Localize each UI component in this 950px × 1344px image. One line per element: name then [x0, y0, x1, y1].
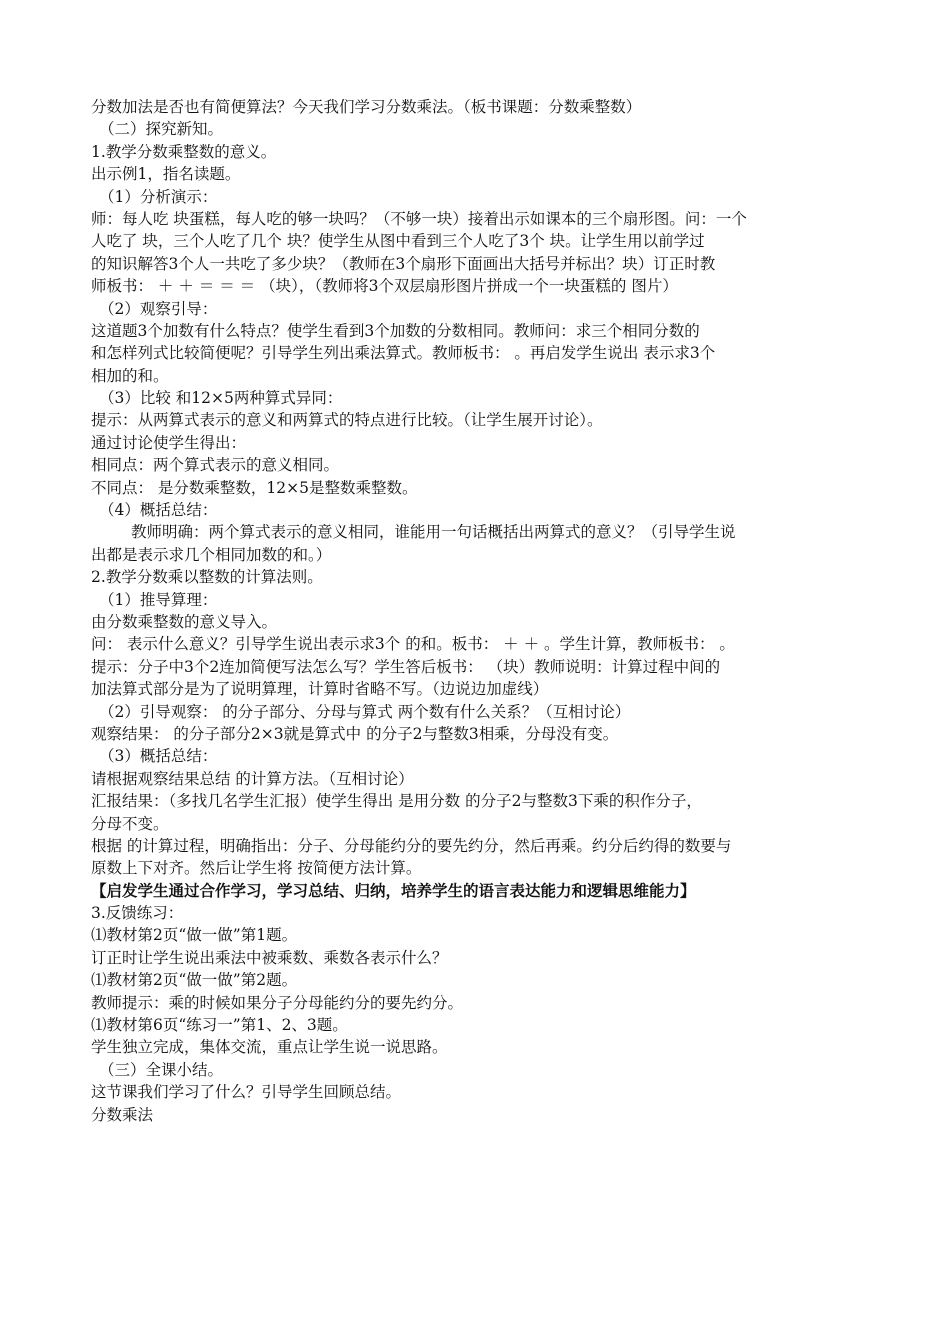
text-line: 师：每人吃 块蛋糕，每人吃的够一块吗？（不够一块）接着出示如课本的三个扇形图。问：一个	[91, 209, 747, 228]
text-line: 出示例1，指名读题。	[91, 165, 241, 184]
text-line: 由分数乘整数的意义导入。	[91, 612, 278, 631]
sub-heading: （1）推导算理：	[99, 590, 218, 609]
text-line: 加法算式部分是为了说明算理，计算时省略不写。（边说边加虚线）	[91, 680, 549, 699]
text-line: 提示：从两算式表示的意义和两算式的特点进行比较。（让学生展开讨论）。	[91, 411, 603, 430]
section-heading: （三）全课小结。	[99, 1060, 224, 1079]
section-heading: （二）探究新知。	[99, 120, 224, 139]
text-line: 不同点： 是分数乘整数，12×5是整数乘整数。	[91, 478, 418, 497]
text-line: 教师提示：乘的时候如果分子分母能约分的要先约分。	[91, 993, 464, 1012]
text-line: 相加的和。	[91, 366, 169, 385]
text-line: 学生独立完成，集体交流，重点让学生说一说思路。	[91, 1038, 448, 1057]
text-line: 问： 表示什么意义？引导学生说出表示求3个 的和。板书： ＋ ＋ 。学生计算，教师板书： 。	[91, 635, 735, 654]
text-line: 观察结果： 的分子部分2×3就是算式中 的分子2与整数3相乘，分母没有变。	[91, 724, 619, 743]
text-line: 分母不变。	[91, 814, 169, 833]
exercise-item: ⑴教材第6页“练习一”第1、2、3题。	[91, 1016, 348, 1035]
text-line: 订正时让学生说出乘法中被乘数、乘数各表示什么？	[91, 948, 448, 967]
text-line: 的知识解答3个人一共吃了多少块？（教师在3个扇形下面画出大括号并标出？块）订正时教	[91, 254, 716, 273]
text-line: 师板书： ＋ ＋ ＝ ＝ ＝ （块），（教师将3个双层扇形图片拼成一个一块蛋糕的 图片）	[91, 277, 678, 296]
numbered-heading: 3.反馈练习：	[91, 904, 184, 923]
numbered-heading: 2.教学分数乘以整数的计算法则。	[91, 568, 323, 587]
sub-heading: （3）比较 和12×5两种算式异同：	[99, 389, 343, 408]
exercise-item: ⑴教材第2页“做一做”第1题。	[91, 926, 298, 945]
text-line: 请根据观察结果总结 的计算方法。（互相讨论）	[91, 769, 414, 788]
text-line: 分数乘法	[91, 1105, 154, 1124]
numbered-heading: 1.教学分数乘整数的意义。	[91, 142, 277, 161]
text-line: 这道题3个加数有什么特点？使学生看到3个加数的分数相同。教师问：求三个相同分数的	[91, 321, 700, 340]
text-line: 通过讨论使学生得出：	[91, 433, 247, 452]
text-line: 人吃了 块，三个人吃了几个 块？使学生从图中看到三个人吃了3个 块。让学生用以前学过	[91, 232, 705, 251]
text-line: 分数加法是否也有简便算法？今天我们学习分数乘法。（板书课题：分数乘整数）	[91, 98, 642, 116]
sub-heading: （3）概括总结：	[99, 747, 218, 766]
text-line: 提示：分子中3个2连加简便写法怎么写？学生答后板书： （块）教师说明：计算过程中间的	[91, 657, 721, 676]
text-line: 原数上下对齐。然后让学生将 按简便方法计算。	[91, 859, 422, 878]
text-line: 出都是表示求几个相同加数的和。）	[91, 545, 332, 564]
sub-heading: （2）观察引导：	[99, 299, 218, 318]
text-line: 汇报结果：（多找几名学生汇报）使学生得出 是用分数 的分子2与整数3下乘的积作分子，	[91, 792, 702, 811]
highlight-note: 【启发学生通过合作学习，学习总结、归纳，培养学生的语言表达能力和逻辑思维能力】	[91, 880, 696, 900]
text-line: 这节课我们学习了什么？引导学生回顾总结。	[91, 1083, 402, 1102]
document-page	[91, 96, 863, 1126]
sub-heading: （4）概括总结：	[99, 501, 218, 520]
text-line: 和怎样列式比较简便呢？引导学生列出乘法算式。教师板书： 。再启发学生说出 表示求3个	[91, 344, 716, 363]
text-line: 教师明确：两个算式表示的意义相同，谁能用一句话概括出两算式的意义？（引导学生说	[131, 523, 736, 542]
text-line: 相同点：两个算式表示的意义相同。	[91, 456, 340, 475]
text-line: 根据 的计算过程，明确指出：分子、分母能约分的要先约分，然后再乘。约分后约得的数要与	[91, 836, 732, 855]
sub-heading: （2）引导观察： 的分子部分、分母与算式 两个数有什么关系？（互相讨论）	[99, 702, 631, 721]
sub-heading: （1）分析演示：	[99, 187, 218, 206]
exercise-item: ⑴教材第2页“做一做”第2题。	[91, 971, 298, 990]
